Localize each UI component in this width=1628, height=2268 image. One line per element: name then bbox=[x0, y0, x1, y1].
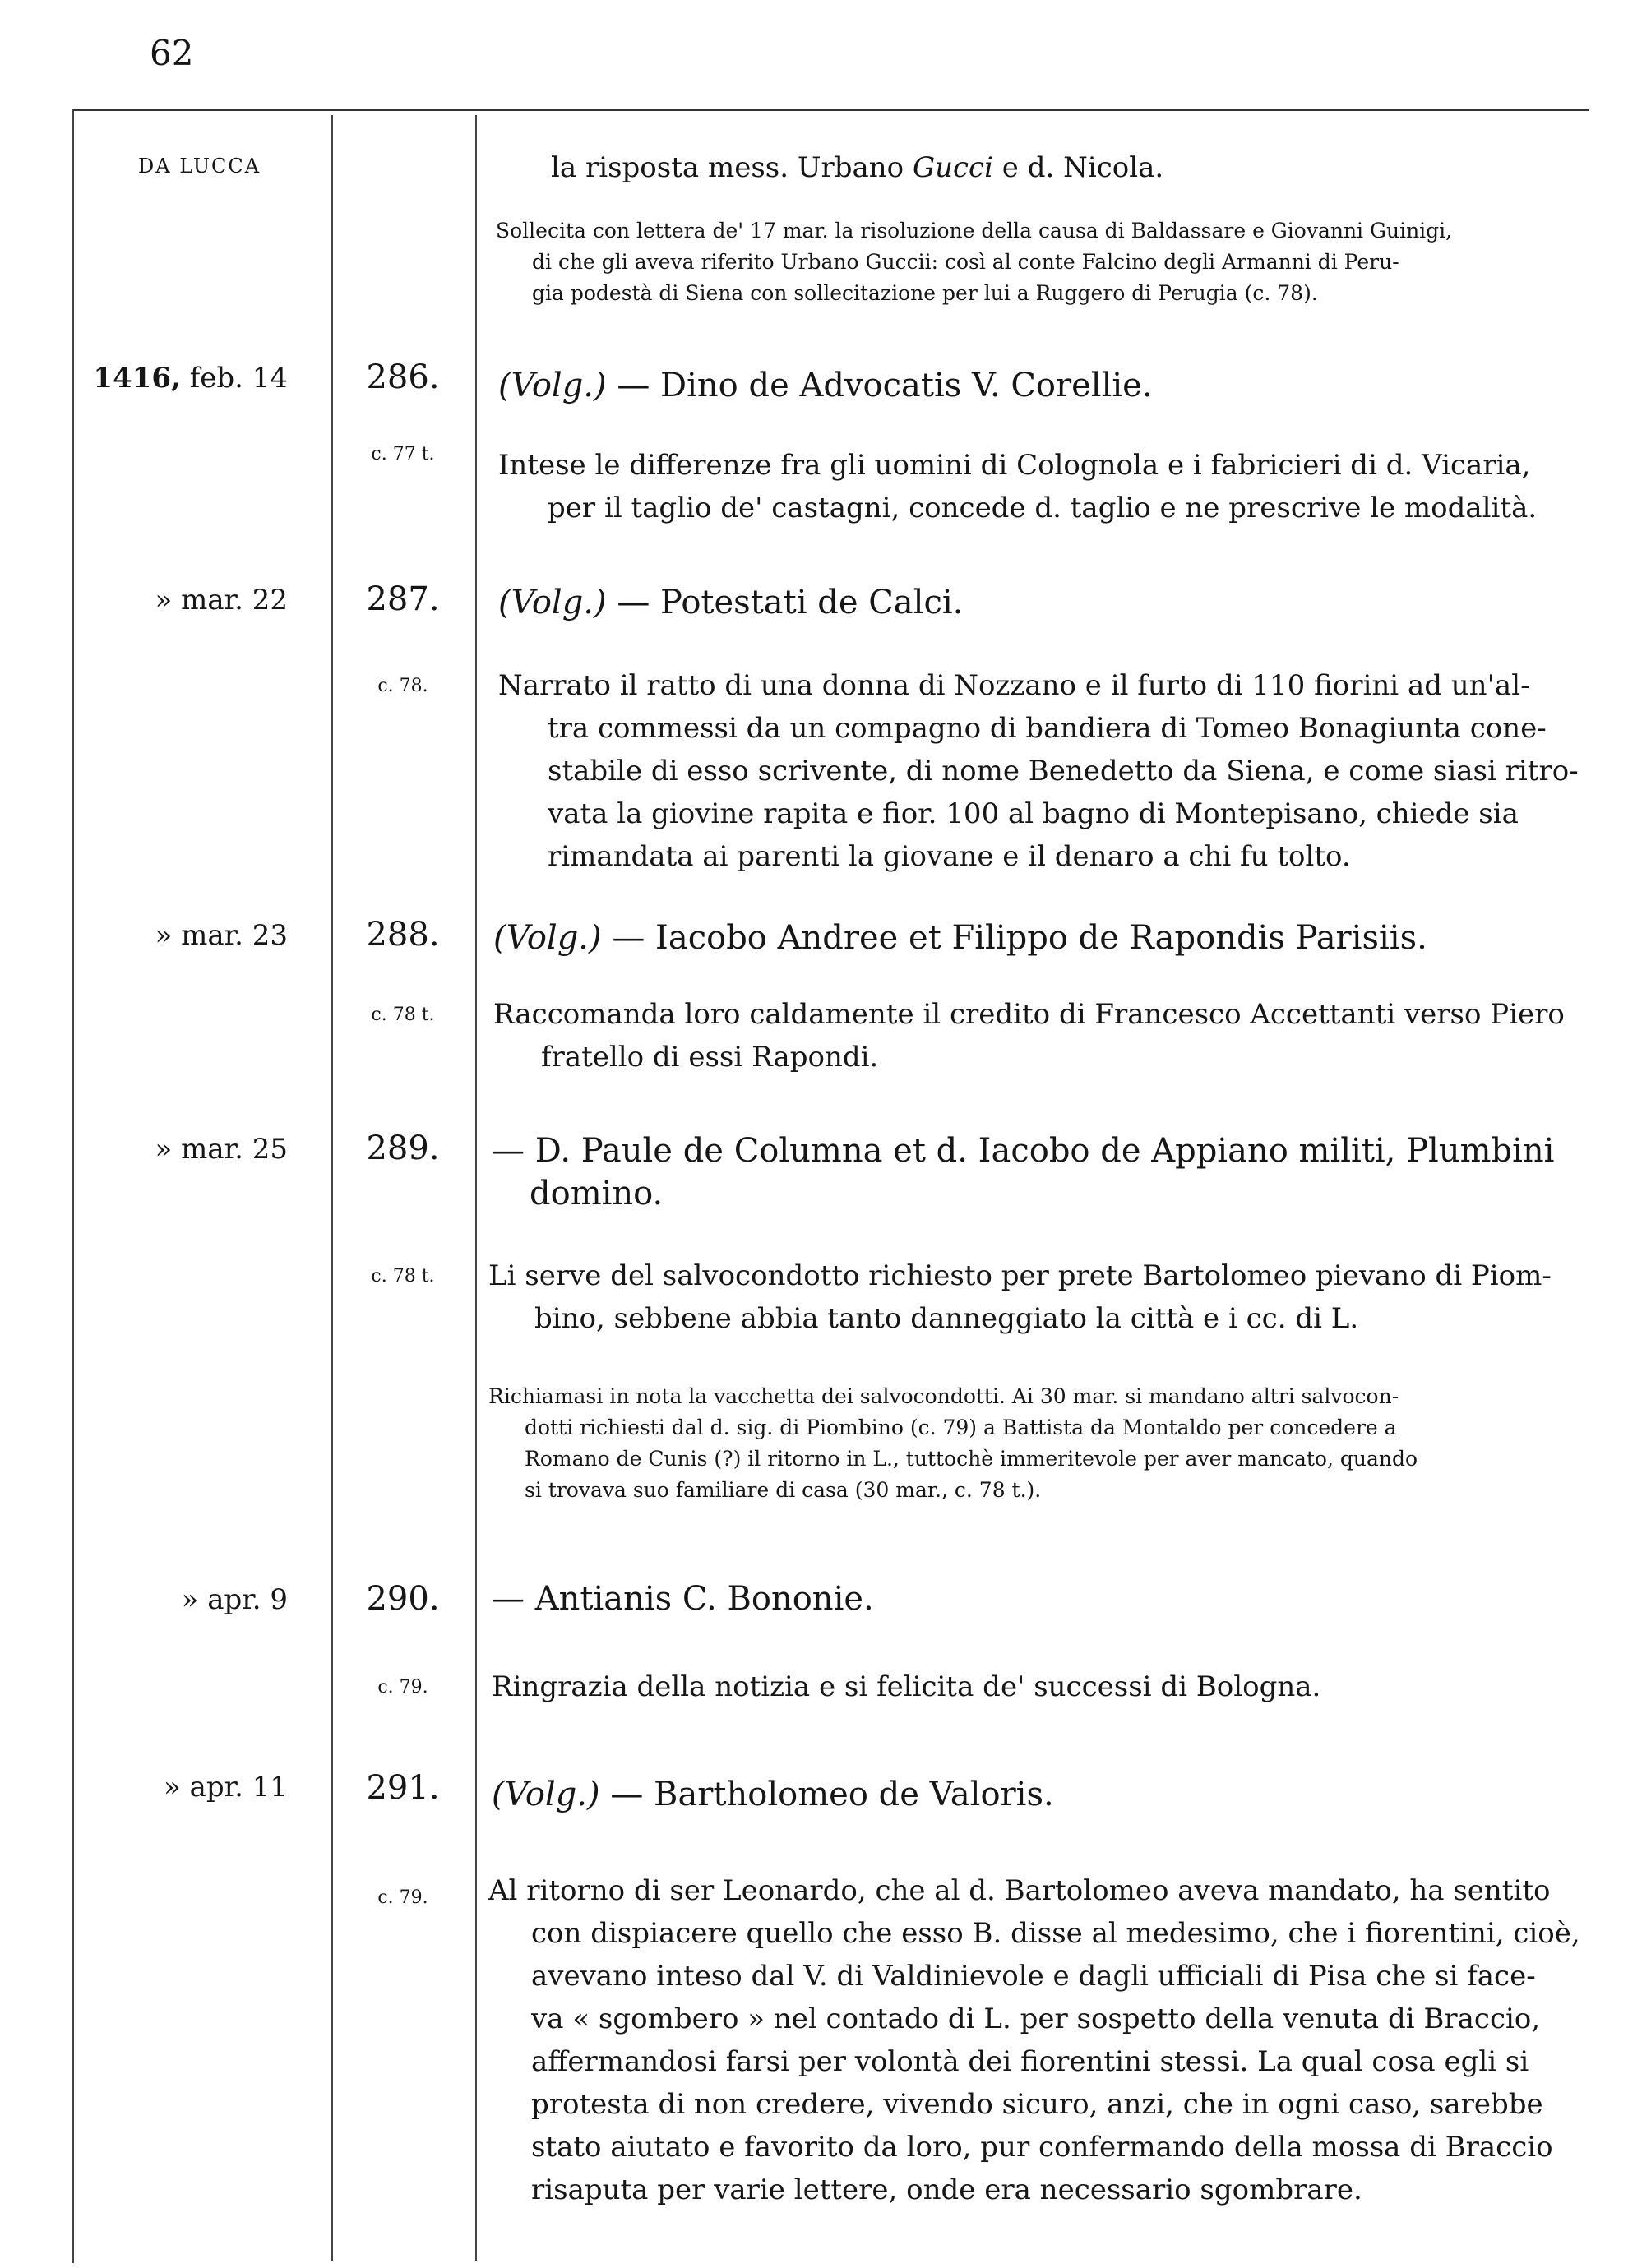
entry-heading: — D. Paule de Columna et d. Iacobo de Appiano militi, Plumbini domino. bbox=[492, 1132, 1555, 1213]
column-divider-date bbox=[331, 115, 333, 2261]
entry-body: Li serve del salvocondotto richiesto per prete Bartolomeo pievano di Piom- bino, sebbene abbia tanto danneggiato la città e i cc. di L. bbox=[488, 1259, 1552, 1335]
entry-body: Raccomanda loro caldamente il credito di Francesco Accettanti verso Piero fratello di essi Rapondi. bbox=[493, 998, 1565, 1074]
entry-heading: (Volg.) — Iacobo Andree et Filippo de Rapondis Parisiis. bbox=[493, 919, 1427, 957]
entry-heading: (Volg.) — Potestati de Calci. bbox=[498, 584, 964, 621]
header-rule bbox=[72, 109, 1589, 111]
entry-date: » apr. 11 bbox=[163, 1771, 288, 1804]
note-line: gia podestà di Siena con sollecitazione per lui a Ruggero di Perugia (c. 78). bbox=[532, 281, 1318, 305]
entry-note bbox=[488, 1381, 1418, 1506]
intro-note bbox=[496, 215, 1452, 309]
entry-date: » apr. 9 bbox=[181, 1583, 288, 1616]
column-divider-left bbox=[72, 109, 74, 2263]
entry-carta: c. 78 t. bbox=[371, 1005, 435, 1025]
entry-date: » mar. 25 bbox=[155, 1133, 288, 1166]
entry-carta: c. 77 t. bbox=[371, 444, 435, 464]
entry-carta: c. 79. bbox=[377, 1887, 428, 1908]
entry-carta: c. 79. bbox=[377, 1677, 428, 1698]
entry-date: » mar. 22 bbox=[155, 584, 288, 617]
entry-date: 1416, feb. 14 bbox=[93, 362, 288, 395]
entry-body: Al ritorno di ser Leonardo, che al d. Bartolomeo aveva mandato, ha sentito con dispiacere quello che esso B. disse al medesimo, che i fiorentini, cioè, avevano inteso dal V. di Valdinievole e dagli ufficiali di Pisa che si face- va « sgombero » nel contado di L. per sospetto della venuta di Braccio, affermandosi farsi per volontà dei fiorentini stessi. La qual cosa egli si protesta di non credere, vivendo sicuro, anzi, che in ogni caso, sarebbe stato aiutato e favorito da loro, pur confermando della mossa di Braccio risaputa per varie lettere, onde era necessario sgombrare. bbox=[488, 1874, 1580, 2206]
entry-body: Narrato il ratto di una donna di Nozzano e il furto di 110 fiorini ad un'al- tra commessi da un compagno di bandiera di Tomeo Bonagiunta cone- stabile di esso scrivente, di nome Benedetto da Siena, e come siasi ritro- vata la giovine rapita e fior. 100 al bagno di Montepisano, chiede sia rimandata ai parenti la giovane e il denaro a chi fu tolto. bbox=[498, 669, 1579, 873]
entry-heading: (Volg.) — Dino de Advocatis V. Corellie. bbox=[498, 367, 1153, 404]
entry-date: » mar. 23 bbox=[155, 919, 288, 952]
entry-number: 290. bbox=[366, 1580, 440, 1618]
column-divider-number bbox=[475, 115, 477, 2261]
entry-heading: (Volg.) — Bartholomeo de Valoris. bbox=[492, 1776, 1054, 1813]
entry-number: 291. bbox=[366, 1769, 440, 1807]
entry-carta: c. 78 t. bbox=[371, 1266, 435, 1286]
entry-heading: — Antianis C. Bononie. bbox=[492, 1580, 874, 1618]
entry-body: Ringrazia della notizia e si felicita de' successi di Bologna. bbox=[492, 1670, 1321, 1703]
entry-carta: c. 78. bbox=[377, 676, 428, 696]
note-line: Romano de Cunis (?) il ritorno in L., tuttochè immeritevole per aver mancato, quando bbox=[525, 1447, 1418, 1471]
entry-number: 286. bbox=[366, 358, 440, 396]
note-line: Richiamasi in nota la vacchetta dei salvocondotti. Ai 30 mar. si mandano altri salvocon- bbox=[488, 1384, 1399, 1408]
entry-number: 288. bbox=[366, 916, 440, 954]
note-line: Sollecita con lettera de' 17 mar. la risoluzione della causa di Baldassare e Giovanni Guinigi, bbox=[496, 219, 1453, 243]
note-line: dotti richiesti dal d. sig. di Piombino (c. 79) a Battista da Montaldo per concedere a bbox=[525, 1416, 1397, 1439]
entry-number: 289. bbox=[366, 1129, 440, 1167]
note-line: si trovava suo familiare di casa (30 mar., c. 78 t.). bbox=[525, 1478, 1042, 1502]
page-number: 62 bbox=[150, 33, 194, 73]
entry-body: Intese le differenze fra gli uomini di Colognola e i fabricieri di d. Vicaria, per il taglio de' castagni, concede d. taglio e ne prescrive le modalità. bbox=[498, 449, 1538, 524]
running-header: DA LUCCA bbox=[138, 155, 261, 178]
note-line: di che gli aveva riferito Urbano Guccii: così al conte Falcino degli Armanni di Peru- bbox=[532, 250, 1399, 274]
entry-number: 287. bbox=[366, 580, 440, 618]
intro-line: la risposta mess. Urbano Gucci e d. Nicola. bbox=[551, 151, 1164, 184]
